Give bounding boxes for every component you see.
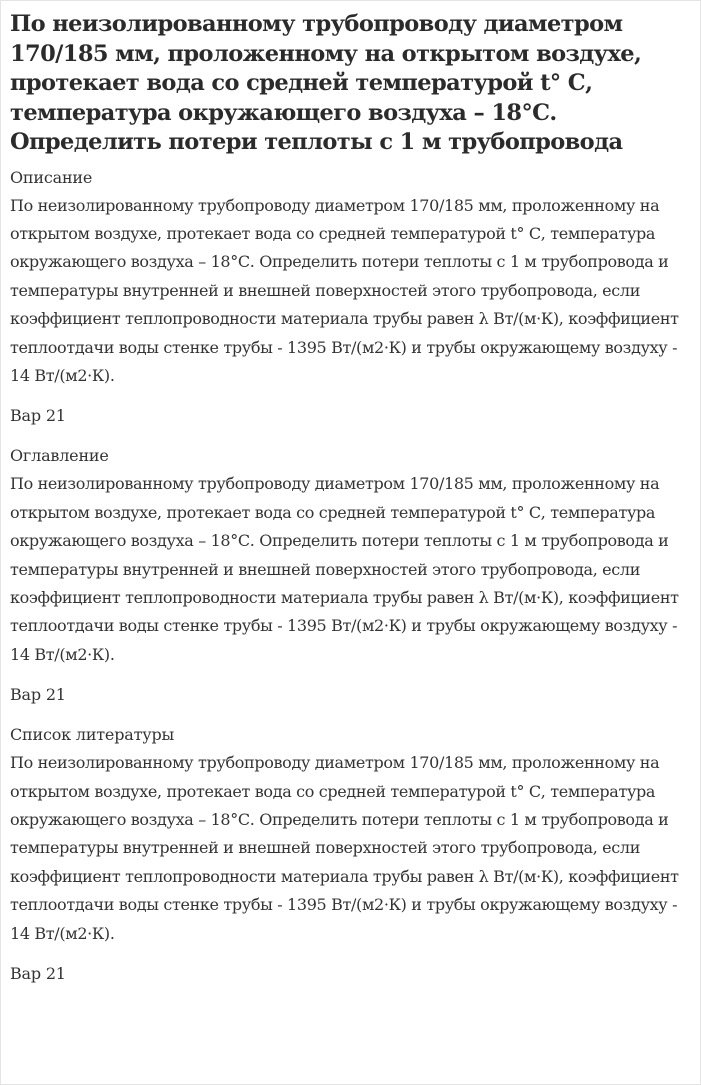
section-label-contents: Оглавление: [10, 446, 109, 466]
variant-label-description: Вар 21: [10, 406, 66, 426]
document-page: [1, 1, 700, 984]
page-title: По неизолированному трубопроводу диаметром 170/185 мм, проложенному на открытом воздухе, протекает вода со средней температурой t° С, температура окружающего воздуха – 18°С. Определить потери теплоты с 1 м трубопровода: [10, 11, 642, 155]
section-label-bibliography: Список литературы: [10, 725, 175, 745]
variant-label-contents: Вар 21: [10, 685, 66, 705]
section-text-bibliography: По неизолированному трубопроводу диаметром 170/185 мм, проложенному на открытом воздухе, протекает вода со средней температурой t° С, температура окружающего воздуха – 18°С. Определить потери теплоты с 1 м трубопровода и температуры внутренней и внешней поверхностей этого трубопровода, если коэффициент теплопроводности материала трубы равен λ Вт/(м·К), коэффициент теплоотдачи воды стенке трубы - 1395 Вт/(м2·К) и трубы окружающему воздуху - 14 Вт/(м2·К).: [10, 753, 679, 943]
section-text-contents: По неизолированному трубопроводу диаметром 170/185 мм, проложенному на открытом воздухе, протекает вода со средней температурой t° С, температура окружающего воздуха – 18°С. Определить потери теплоты с 1 м трубопровода и температуры внутренней и внешней поверхностей этого трубопровода, если коэффициент теплопроводности материала трубы равен λ Вт/(м·К), коэффициент теплоотдачи воды стенке трубы - 1395 Вт/(м2·К) и трубы окружающему воздуху - 14 Вт/(м2·К).: [10, 474, 679, 664]
section-label-description: Описание: [10, 167, 93, 187]
section-description: [10, 168, 691, 427]
section-contents: [10, 446, 691, 705]
section-bibliography: [10, 725, 691, 984]
section-text-description: По неизолированному трубопроводу диаметром 170/185 мм, проложенному на открытом воздухе, протекает вода со средней температурой t° С, температура окружающего воздуха – 18°С. Определить потери теплоты с 1 м трубопровода и температуры внутренней и внешней поверхностей этого трубопровода, если коэффициент теплопроводности материала трубы равен λ Вт/(м·К), коэффициент теплоотдачи воды стенке трубы - 1395 Вт/(м2·К) и трубы окружающему воздуху - 14 Вт/(м2·К).: [10, 195, 679, 385]
variant-label-bibliography: Вар 21: [10, 964, 66, 984]
